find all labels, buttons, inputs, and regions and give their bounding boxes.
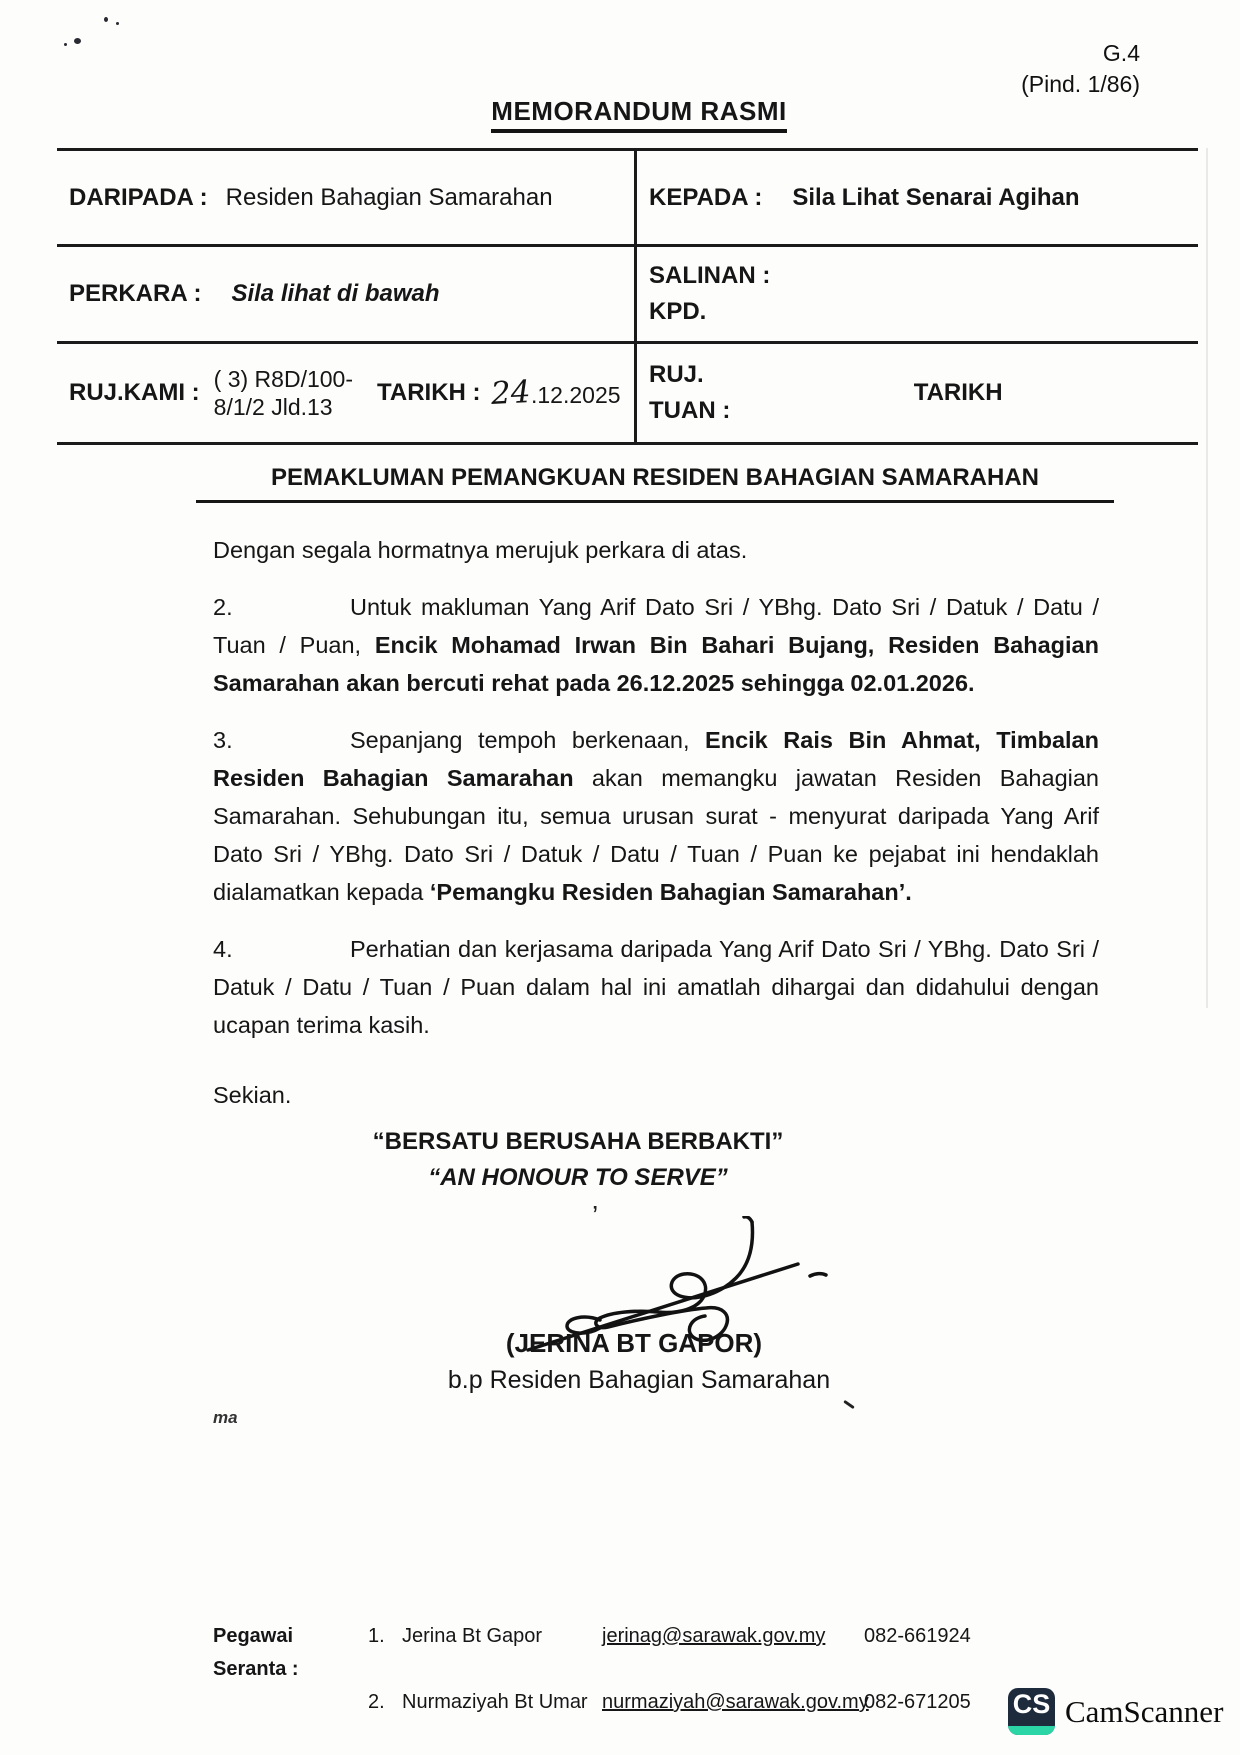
camscanner-watermark: [1008, 1688, 1223, 1735]
ink-speck: [104, 17, 108, 22]
perkara-label: PERKARA :: [69, 280, 202, 307]
motto-block: [0, 1124, 1156, 1196]
daripada-cell: [57, 151, 637, 247]
camscanner-brand-text: CamScanner: [1065, 1693, 1224, 1729]
closing-word: Sekian.: [213, 1082, 292, 1108]
contact-email: nurmaziyah@sarawak.gov.my: [602, 1691, 869, 1713]
perkara-cell: [57, 247, 637, 344]
tarikh-value: [491, 375, 621, 411]
rujkami-reference: [214, 365, 353, 421]
paragraph-number: 2.: [213, 594, 233, 620]
opening-paragraph: Dengan segala hormatnya merujuk perkara di atas.: [213, 537, 748, 563]
contact-phone: 082-671205: [864, 1691, 971, 1713]
salinan-cell: [637, 247, 1198, 344]
ink-speck: [64, 43, 67, 46]
camscanner-logo-icon: [1008, 1688, 1055, 1735]
contact-officers-label: Pegawai Seranta :: [213, 1625, 299, 1680]
ruj-tuan-line1: RUJ.: [649, 361, 704, 388]
kepada-cell: [637, 151, 1198, 247]
daripada-value: Residen Bahagian Samarahan: [225, 183, 553, 211]
memo-title-text: MEMORANDUM RASMI: [491, 96, 786, 133]
scan-edge-artifact: [1206, 148, 1208, 1008]
paragraph-number: 3.: [213, 727, 233, 753]
signatory-name: (JERINA BT GAPOR): [505, 1328, 763, 1358]
kpd-label: KPD.: [649, 298, 707, 325]
ink-speck: [116, 22, 119, 25]
tarikh-label: TARIKH :: [377, 379, 481, 406]
memo-title: [0, 96, 1240, 133]
ruj-tuan-line2: TUAN :: [649, 397, 731, 424]
perkara-value: Sila lihat di bawah: [231, 280, 440, 307]
contact-phone: 082-661924: [864, 1625, 971, 1647]
clerk-initials: ma: [213, 1408, 238, 1427]
ink-speck: [74, 38, 81, 44]
form-code-block: [900, 38, 1140, 100]
kepada-value: Sila Lihat Senarai Agihan: [792, 183, 1080, 211]
stray-mark: [843, 1400, 855, 1409]
subject-heading: [196, 464, 1114, 503]
contact-row: [213, 1620, 1153, 1686]
signatory-on-behalf: b.p Residen Bahagian Samarahan: [447, 1366, 831, 1394]
camscanner-logo-text: CS: [1012, 1689, 1051, 1719]
contact-label-spacer: [213, 1686, 368, 1719]
salinan-label: SALINAN :: [649, 262, 771, 289]
motto-line-1: “BERSATU BERUSAHA BERBAKTI”: [372, 1128, 784, 1155]
rujkami-ref-line1: ( 3) R8D/100-: [213, 366, 353, 392]
form-revision: (Pind. 1/86): [1021, 71, 1140, 97]
rujkami-label: RUJ.KAMI :: [69, 379, 200, 406]
form-code: G.4: [1102, 40, 1140, 66]
camscanner-logo-accent-band: [1008, 1726, 1055, 1735]
contact-number: 1.: [368, 1625, 385, 1647]
contact-number: 2.: [368, 1691, 385, 1713]
paragraph-3: 3. Sepanjang tempoh berkenaan, Encik Rais Bin Ahmat, Timbalan Residen Bahagian Samarahan akan memangku jawatan Residen Bahagian Samarahan. Sehubungan itu, semua urusan surat - menyurat daripada Yang Arif Dato Sri / YBhg. Dato Sri / Datuk / Datu / Tuan / Puan ke pejabat ini hendaklah dialamatkan kepada ‘Pemangku Residen Bahagian Samarahan’.: [213, 721, 1099, 911]
tarikh-right-label: TARIKH: [913, 379, 1003, 406]
contact-name: Jerina Bt Gapor: [402, 1625, 543, 1647]
ruj-tuan-cell: [637, 344, 1198, 442]
motto-line-2: “AN HONOUR TO SERVE”: [428, 1164, 728, 1191]
contact-name: Nurmaziyah Bt Umar: [402, 1691, 588, 1713]
subject-heading-text: PEMAKLUMAN PEMANGKUAN RESIDEN BAHAGIAN SAMARAHAN: [271, 464, 1039, 491]
tarikh-rest: .12.2025: [531, 382, 621, 408]
handwritten-date-day: 24: [489, 373, 531, 413]
paragraph-number: 4.: [213, 936, 233, 962]
contact-email: jerinag@sarawak.gov.my: [602, 1625, 826, 1647]
paragraph-4: 4. Perhatian dan kerjasama daripada Yang Arif Dato Sri / YBhg. Dato Sri / Datuk / Datu / Tuan / Puan dalam hal ini amatlah dihargai dan didahului dengan ucapan terima kasih.: [213, 930, 1099, 1044]
paragraph-2: 2. Untuk makluman Yang Arif Dato Sri / YBhg. Dato Sri / Datuk / Datu / Tuan / Puan, Encik Mohamad Irwan Bin Bahari Bujang, Residen Bahagian Samarahan akan bercuti rehat pada 26.12.2025 sehingga 02.01.2026.: [213, 588, 1099, 702]
memo-body: [213, 531, 1099, 1133]
rujkami-ref-line2: 8/1/2 Jld.13: [213, 394, 333, 420]
stray-apostrophe-mark: ’: [592, 1200, 599, 1231]
memo-header-table: [57, 148, 1198, 445]
rujkami-cell: [57, 344, 637, 442]
kepada-label: KEPADA :: [649, 183, 763, 211]
daripada-label: DARIPADA :: [69, 183, 208, 211]
